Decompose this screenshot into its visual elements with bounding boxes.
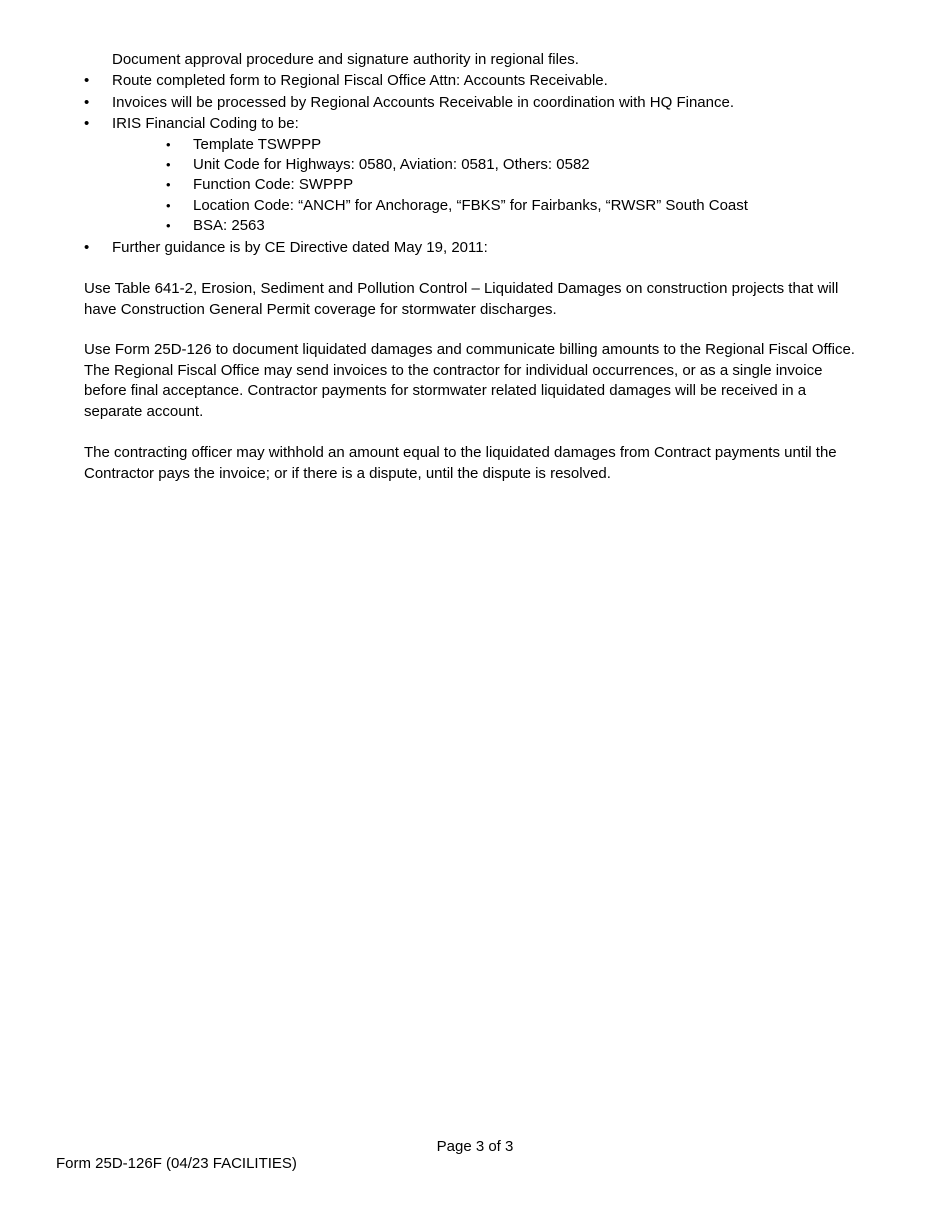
page-number: Page 3 of 3 bbox=[436, 1138, 514, 1155]
sub-list-item: Unit Code for Highways: 0580, Aviation: 0581, Others: 0582 bbox=[193, 156, 590, 173]
sub-list-item: Template TSWPPP bbox=[193, 136, 322, 153]
sub-list-item: Location Code: “ANCH” for Anchorage, “FBKS” for Fairbanks, “RWSR” South Coast bbox=[193, 197, 748, 214]
list-item: Further guidance is by CE Directive dated May 19, 2011: bbox=[112, 239, 488, 256]
bullet-icon: • bbox=[84, 115, 90, 132]
list-item: IRIS Financial Coding to be: bbox=[112, 115, 299, 132]
continued-text: Document approval procedure and signature authority in regional files. bbox=[112, 51, 579, 68]
bullet-icon: • bbox=[166, 157, 171, 172]
paragraph-form-usage: Use Form 25D-126 to document liquidated damages and communicate billing amounts to the Regional Fiscal Office. The Regional Fiscal Office may send invoices to the contractor for individual occurrences, or as a single invoice before final acceptance. Contractor payments for stormwater related liquidated damages will be received in a separate account. bbox=[84, 341, 855, 420]
list-item: Route completed form to Regional Fiscal Office Attn: Accounts Receivable. bbox=[112, 72, 608, 89]
bullet-icon: • bbox=[84, 72, 90, 89]
sub-list-item: Function Code: SWPPP bbox=[193, 176, 354, 193]
bullet-icon: • bbox=[84, 239, 90, 256]
bullet-icon: • bbox=[84, 94, 90, 111]
form-identifier: Form 25D-126F (04/23 FACILITIES) bbox=[56, 1155, 297, 1172]
bullet-icon: • bbox=[166, 177, 171, 192]
sub-list-item: BSA: 2563 bbox=[193, 217, 265, 234]
paragraph-table-reference: Use Table 641-2, Erosion, Sediment and Pollution Control – Liquidated Damages on construction projects that will have Construction General Permit coverage for stormwater discharges. bbox=[84, 280, 839, 318]
bullet-icon: • bbox=[166, 198, 171, 213]
bullet-icon: • bbox=[166, 137, 171, 152]
paragraph-withholding: The contracting officer may withhold an amount equal to the liquidated damages from Contract payments until the Contractor pays the invoice; or if there is a dispute, until the dispute is resolved. bbox=[84, 444, 837, 482]
bullet-icon: • bbox=[166, 218, 171, 233]
list-item: Invoices will be processed by Regional Accounts Receivable in coordination with HQ Finance. bbox=[112, 94, 734, 111]
